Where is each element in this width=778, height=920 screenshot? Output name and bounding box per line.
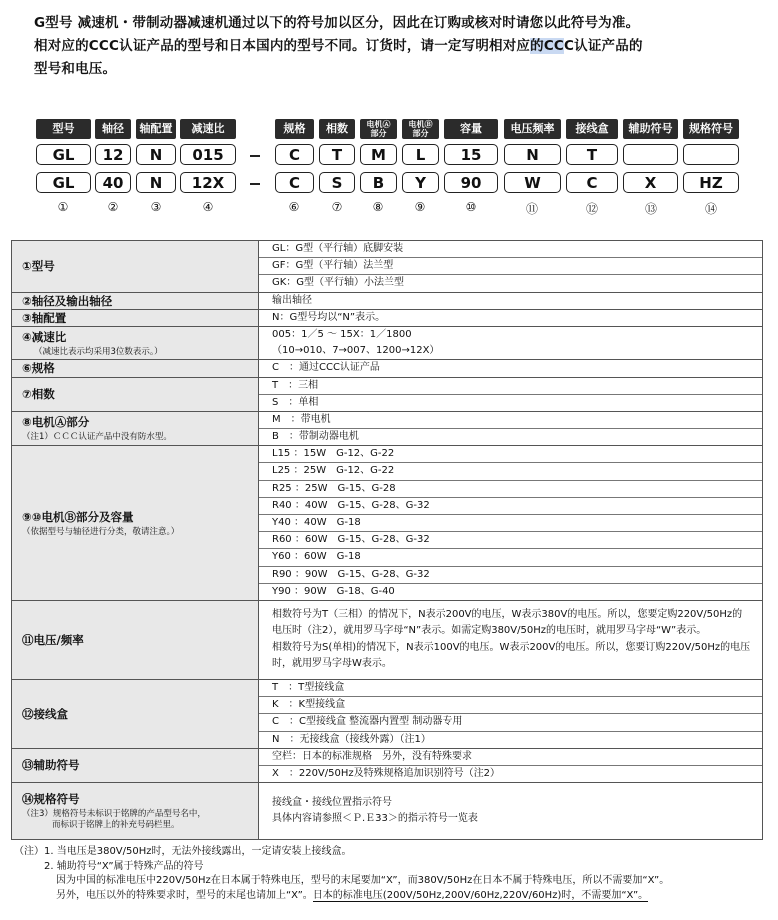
- index-number: ⑥: [288, 200, 300, 214]
- header-motor-b-line2: 部分: [412, 129, 429, 138]
- header-motor-b-line1: 电机Ⓑ: [408, 120, 433, 129]
- row-label-cell: [12, 377, 259, 411]
- intro-highlight: 的CC: [530, 38, 565, 54]
- index-number: ⑫: [585, 202, 598, 216]
- row-label: ③轴配置: [22, 310, 67, 325]
- list-item: L25 ：25W G-12、G-22: [259, 463, 762, 480]
- code-box: GL: [36, 172, 91, 193]
- code-box: Y: [402, 172, 439, 193]
- table-row: [12, 292, 763, 309]
- list-item: B ：带制动器电机: [272, 431, 359, 443]
- list-item: K ：K型接线盒: [259, 697, 762, 714]
- footnote-2-detail: 因为中国的标准电压中220V/50Hz在日本属于特殊电压，型号的末尾要加“X”，而380V/50Hz在日本不属于特殊电压，所以不需要加“X”。: [56, 875, 670, 886]
- table-row: [12, 748, 763, 782]
- list-item: R25 ：25W G-15、G-28: [259, 481, 762, 498]
- table-row: [12, 679, 763, 748]
- code-box: T: [319, 144, 355, 165]
- index-number: ①: [57, 200, 69, 214]
- row-label-cell: [12, 748, 259, 782]
- list-item: Y40 ：40W G-18: [259, 515, 762, 532]
- intro-line-2a: 相对应的CCC认证产品的型号和日本国内的型号不同。订货时，请一定写明相对应: [34, 38, 531, 54]
- index-number: ⑬: [644, 202, 657, 216]
- row-content-cell: [259, 326, 763, 359]
- row-label: ⑪电压/频率: [22, 632, 84, 647]
- header-spec-symbol: 规格符号: [683, 119, 739, 139]
- index-number: ⑭: [704, 202, 717, 216]
- table-row: [12, 446, 763, 601]
- row-label: ①型号: [22, 259, 55, 274]
- table-row: [12, 360, 763, 377]
- list-item: 输出轴径: [272, 294, 312, 306]
- intro-text: [34, 12, 754, 81]
- spec-table: [11, 240, 763, 840]
- row-label-cell: [12, 292, 259, 309]
- list-item: （10→010、7→007、1200→12X）: [272, 345, 440, 357]
- intro-line-3: 型号和电压。: [34, 61, 117, 77]
- list-item: C ：通过CCC认证产品: [272, 362, 380, 374]
- index-number: ⑩: [465, 200, 477, 214]
- row-label: ⑨⑩电机Ⓑ部分及容量: [22, 509, 134, 524]
- intro-line-2: [34, 35, 754, 58]
- row-sublabel: （注3）规格符号未标识于铭牌的产品型号名中，: [22, 809, 206, 820]
- list-item: T ：T型接线盒: [259, 680, 762, 697]
- code-box: GL: [36, 144, 91, 165]
- row-content-cell: [259, 783, 763, 840]
- header-shaft-config: 轴配置: [136, 119, 176, 139]
- header-phase: 相数: [319, 119, 355, 139]
- table-row: [12, 309, 763, 326]
- paragraph: 相数符号为S(单相)的情况下，N表示100V的电压。W表示200V的电压。所以，您要订购220V/50Hz的电压时，就用罗马字母W表示。: [272, 641, 751, 670]
- footnotes: [14, 845, 774, 903]
- code-box: M: [360, 144, 397, 165]
- code-box: N: [136, 172, 176, 193]
- list-item: R60 ：60W G-15、G-28、G-32: [259, 532, 762, 549]
- paragraph: 接线盒・接线位置指示符号: [272, 796, 392, 808]
- row-content-cell: [259, 377, 763, 411]
- table-row: [12, 600, 763, 679]
- header-motor-a-line2: 部分: [370, 129, 387, 138]
- footnote-2-underlined: 日本的标准电压(200V/50Hz,200V/60Hz,220V/60Hz)时，不需要加“X”。: [312, 889, 649, 901]
- code-box: T: [566, 144, 618, 165]
- row-content-cell: [259, 748, 763, 782]
- code-box: L: [402, 144, 439, 165]
- index-number: ⑧: [372, 200, 384, 214]
- row-content-cell: [259, 411, 763, 445]
- header-motor-b: [402, 119, 439, 139]
- code-box: N: [136, 144, 176, 165]
- row-label: ②轴径及输出轴径: [22, 293, 113, 308]
- footnote-2-extra: [14, 889, 774, 904]
- header-model: 型号: [36, 119, 91, 139]
- index-number: ⑪: [525, 202, 538, 216]
- table-row: [12, 377, 763, 411]
- row-label-cell: [12, 309, 259, 326]
- code-box: [683, 144, 739, 165]
- row-label: ⑥规格: [22, 361, 55, 376]
- row-label-cell: [12, 783, 259, 840]
- row-label-cell: [12, 679, 259, 748]
- intro-line-2b: C认证产品的: [564, 38, 643, 54]
- code-box: HZ: [683, 172, 739, 193]
- header-motor-a: [360, 119, 397, 139]
- code-box: X: [623, 172, 678, 193]
- row-label: ⑫接线盒: [22, 706, 68, 721]
- header-aux-symbol: 辅助符号: [623, 119, 678, 139]
- row-label-cell: [12, 241, 259, 293]
- list-item: N：G型号均以“N”表示。: [272, 311, 386, 323]
- header-voltage-frequency: 电压频率: [504, 119, 561, 139]
- list-item: R90 ：90W G-15、G-28、G-32: [259, 567, 762, 584]
- code-box: C: [275, 144, 314, 165]
- row-sublabel: （减速比表示均采用3位数表示。）: [34, 346, 163, 357]
- row-content-cell: [259, 360, 763, 377]
- footnote-2-extra-a: 另外，电压以外的特殊要求时，型号的末尾也请加上“X”。: [56, 889, 313, 901]
- list-item: X ：220V/50Hz及特殊规格追加识别符号（注2）: [272, 767, 501, 779]
- row-content-cell: [259, 600, 763, 679]
- table-row: [12, 241, 763, 293]
- row-label: ⑦相数: [22, 387, 55, 402]
- list-item: M ：带电机: [259, 412, 762, 429]
- row-label: ⑬辅助符号: [22, 758, 80, 773]
- table-row: [12, 326, 763, 359]
- code-box: 40: [95, 172, 131, 193]
- row-sublabel: （注1）ＣＣＣ认证产品中没有防水型。: [22, 432, 172, 443]
- intro-line-1: G型号 减速机・带制动器减速机通过以下的符号加以区分，因此在订购或核对时请您以此符号为准。: [34, 15, 640, 31]
- header-motor-a-line1: 电机Ⓐ: [366, 120, 391, 129]
- row-content-cell: [259, 309, 763, 326]
- header-spec: 规格: [275, 119, 314, 139]
- index-number: ②: [107, 200, 119, 214]
- row-label-cell: [12, 411, 259, 445]
- list-item: GF：G型（平行轴）法兰型: [259, 258, 762, 275]
- code-box: 12: [95, 144, 131, 165]
- list-item: 005：1／5 ～ 15X：1／1800: [272, 328, 412, 340]
- row-label: ④减速比: [22, 329, 67, 344]
- paragraph: 具体内容请参照＜Ｐ.Ｅ33＞的指示符号一览表: [272, 813, 478, 825]
- row-content-cell: [259, 292, 763, 309]
- code-box: S: [319, 172, 355, 193]
- header-terminal-box: 接线盒: [566, 119, 618, 139]
- code-box: [623, 144, 678, 165]
- code-box: C: [566, 172, 618, 193]
- table-row: [12, 411, 763, 445]
- index-number: ④: [202, 200, 214, 214]
- header-shaft-diameter: 轴径: [95, 119, 131, 139]
- list-item: C ：C型接线盒 整流器内置型 制动器专用: [259, 714, 762, 731]
- header-ratio: 减速比: [180, 119, 236, 139]
- row-label: ⑧电机Ⓐ部分: [22, 415, 90, 430]
- row-label-cell: [12, 446, 259, 601]
- header-capacity: 容量: [444, 119, 498, 139]
- list-item: L15 ：15W G-12、G-22: [259, 446, 762, 463]
- code-box: 15: [444, 144, 498, 165]
- row-label: ⑭规格符号: [22, 792, 80, 807]
- list-item: Y60 ：60W G-18: [259, 549, 762, 566]
- list-item: S ：单相: [272, 396, 319, 408]
- row-label-cell: [12, 360, 259, 377]
- index-number: ⑦: [331, 200, 343, 214]
- index-number: ③: [150, 200, 162, 214]
- table-row: [12, 783, 763, 840]
- code-box: 015: [180, 144, 236, 165]
- list-item: GK：G型（平行轴）小法兰型: [272, 277, 405, 289]
- paragraph: 相数符号为T（三相）的情况下，N表示200V的电压，W表示380V的电压。所以，您要定购220V/50Hz的电压时（注2），就用罗马字母“N”表示。如需定购380V/50Hz的电压时，就用罗马字母“W”表示。: [272, 608, 743, 637]
- code-box: C: [275, 172, 314, 193]
- list-item: 空栏：日本的标准规格 另外，没有特殊要求: [259, 749, 762, 766]
- code-box: B: [360, 172, 397, 193]
- list-item: GL：G型（平行轴）底脚安装: [259, 241, 762, 258]
- list-item: Y90 ：90W G-18、G-40: [272, 585, 395, 597]
- footnote-1: （注）1. 当电压是380V/50Hz时，无法外接线露出，一定请安装上接线盒。: [14, 846, 352, 857]
- code-box: W: [504, 172, 561, 193]
- row-label-cell: [12, 600, 259, 679]
- separator-dash: [250, 183, 260, 185]
- code-box: N: [504, 144, 561, 165]
- row-sublabel: （依据型号与轴径进行分类，敬请注意。）: [22, 526, 180, 537]
- list-item: T ：三相: [259, 378, 762, 395]
- row-label-cell: [12, 326, 259, 359]
- row-content-cell: [259, 241, 763, 293]
- separator-dash: [250, 155, 260, 157]
- list-item: R40 ：40W G-15、G-28、G-32: [259, 498, 762, 515]
- code-box: 12X: [180, 172, 236, 193]
- row-content-cell: [259, 446, 763, 601]
- code-box: 90: [444, 172, 498, 193]
- footnote-2: 2. 辅助符号“X”属于特殊产品的符号: [44, 860, 204, 872]
- row-content-cell: [259, 679, 763, 748]
- row-sublabel: 而标识于铭牌上的补充号码栏里。: [52, 820, 180, 831]
- list-item: N ：无接线盒（接线外露）（注1）: [272, 733, 431, 745]
- index-number: ⑨: [414, 200, 426, 214]
